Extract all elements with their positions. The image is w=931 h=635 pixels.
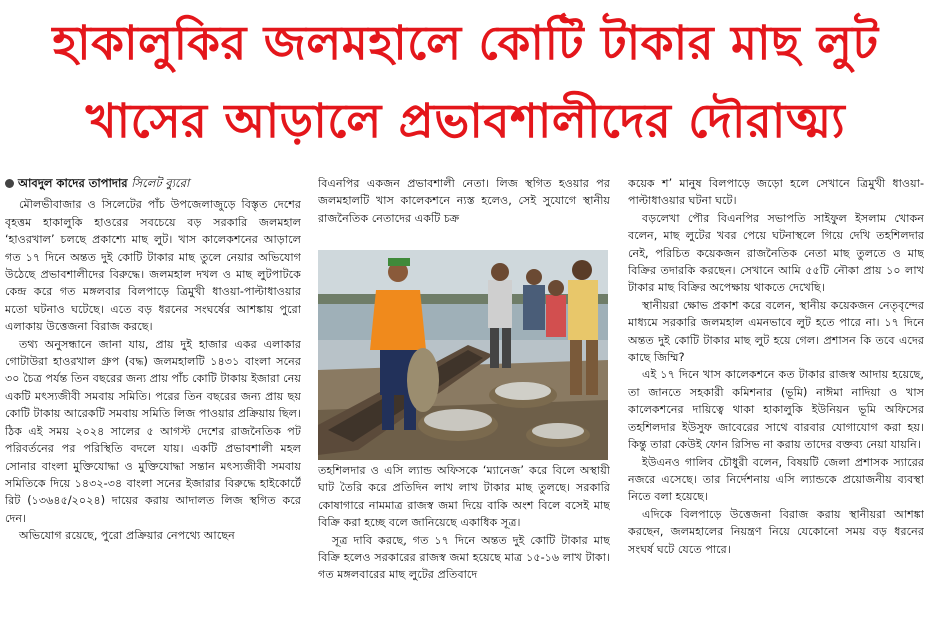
paragraph: অভিযোগ রয়েছে, পুরো প্রক্রিয়ার নেপথ্যে আছেন: [19, 529, 235, 543]
paragraph: এদিকে বিলপাড়ে উত্তেজনা বিরাজ করায় স্থানীয়রা আশঙ্কা করছেন, জলমহালের নিয়ন্ত্রণ নিয়ে যেকোনো সময় বড় ধরনের সংঘর্ষ ঘটে যেতে পারে।: [628, 507, 924, 556]
news-photo: [318, 250, 608, 460]
paragraph: স্থানীয়রা ক্ষোভ প্রকাশ করে বলেন, স্থানীয় কয়েকজন নেতৃবৃন্দের মাধ্যমে সরকারি জলমহাল এমনভাবে লুট হতে পারে না। ১৭ দিনে অন্তত দুই কোটি টাকার মাছ লুট হয়ে গেল। প্রশাসন কি তবে এদের কাছে জিম্মি?: [628, 298, 924, 365]
byline: [5, 175, 301, 192]
article-column-2-top: [318, 175, 610, 247]
bullet-icon: [5, 179, 14, 188]
fish-catch-photo: [318, 250, 608, 460]
paragraph: ইউএনও গালিব চৌধুরী বলেন, বিষয়টি জেলা প্রশাসক স্যারের নজরে এসেছে। তার নির্দেশনায় এসি ল্যান্ডকে প্রয়োজনীয় ব্যবস্থা নিতে বলা হয়েছে।: [628, 455, 924, 504]
paragraph: মৌলভীবাজার ও সিলেটের পাঁচ উপজেলাজুড়ে বিস্তৃত দেশের বৃহত্তম হাকালুকি হাওরের সবচেয়ে বড় সরকারি জলমহাল ‘হাওরখাল’ চলছে প্রকাশ্যে মাছ লুট। খাস কালেকশনের আড়ালে গত ১৭ দিনে অন্তত দুই কোটি টাকার মাছ তুলে নেয়ার অভিযোগ উঠেছে প্রভাবশালীদের বিরুদ্ধে। জলমহাল দখল ও মাছ লুটপাটকে কেন্দ্র করে গত মঙ্গলবার বিলপাড়ে ত্রিমুখী ধাওয়া-পাল্টাধাওয়ার মতো ঘটনাও ঘটেছে। এতে বড় ধরনের সংঘর্ষের আশঙ্কায় পুরো এলাকায় উত্তেজনা বিরাজ করছে।: [5, 198, 301, 334]
paragraph: বড়লেখা পৌর বিএনপির সভাপতি সাইফুল ইসলাম খোকন বলেন, মাছ লুটের খবর পেয়ে ঘটনাস্থলে গিয়ে দেখি তহশিলদার নেই, পরিচিত কয়েকজন রাজনৈতিক নেতা মাছ তুলতে ও মাছ বিক্রির তদারকি করছেন। সেখানে আমি ৫৫টি নৌকা প্রায় ১০ লাখ টাকার মাছ বিক্রির অপেক্ষায় থাকতে দেখেছি।: [628, 211, 924, 295]
byline-bureau: সিলেট ব্যুরো: [131, 176, 190, 190]
paragraph: তহশিলদার ও এসি ল্যান্ড অফিসকে ‘ম্যানেজ’ করে বিলে অস্থায়ী ঘাট তৈরি করে প্রতিদিন লাখ লাখ টাকার মাছ তুলছে। সরকারি কোষাগারে নামমাত্র রাজস্ব জমা দিয়ে বাকি অংশ বিলে বসেই মাছ বিক্রি করা হচ্ছে বলে জানিয়েছে একাধিক সূত্র।: [318, 464, 610, 530]
article-column-2-bottom: [318, 462, 610, 635]
paragraph: তথ্য অনুসন্ধানে জানা যায়, প্রায় দুই হাজার একর এলাকার গোটাউরা হাওরখাল গ্রুপ (বদ্ধ) জলমহালটি ১৪৩১ বাংলা সনের ৩০ চৈত্র পর্যন্ত তিন বছরের জন্য প্রায় পাঁচ কোটি টাকায় ইজারা নেয় একটি মৎস্যজীবী সমবায় সমিতি। পরের তিন বছরের জন্য প্রায় ছয় কোটি টাকায় আরেকটি সমবায় সমিতি লিজ পাওয়ার প্রক্রিয়ায় ছিল। ঠিক এই সময় ২০২৪ সালের ৫ আগস্ট দেশের রাজনৈতিক পট পরিবর্তনের পর পরিস্থিতি বদলে যায়। একটি প্রভাবশালী মহল সোনার বাংলা মুক্তিযোদ্ধা ও মুক্তিযোদ্ধা সন্তান মৎস্যজীবী সমবায় সমিতিকে দিয়ে ১৪৩২-৩৪ বাংলা সনের ইজারার বিরুদ্ধে হাইকোর্টে রিট (১৩৬৪৫/২০২৪) দায়ের করায় আদালত লিজ স্থগিত করে দেন।: [5, 337, 301, 525]
paragraph: এই ১৭ দিনে খাস কালেকশনে কত টাকার রাজস্ব আদায় হয়েছে, তা জানতে সহকারী কমিশনার (ভূমি) নাঈমা নাদিয়া ও খাস কালেকশনের দায়িত্বে থাকা হাকালুকি ইউনিয়ন ভূমি অফিসের তহশিলদার ইউসুফ জাবেরের সাথে বারবার যোগাযোগ করা হয়। কিন্তু তারা কেউই ফোন রিসিভ না করায় তাদের বক্তব্য নেয়া যায়নি।: [628, 368, 924, 452]
article-column-3: [628, 175, 924, 635]
headline-line-2: খাসের আড়ালে প্রভাবশালীদের দৌরাত্ম্য: [85, 94, 846, 149]
article-column-1: [5, 175, 301, 635]
paragraph: কয়েক শ’ মানুষ বিলপাড়ে জড়ো হলে সেখানে ত্রিমুখী ধাওয়া-পাল্টাধাওয়ার ঘটনা ঘটে।: [628, 177, 924, 208]
paragraph: সূত্র দাবি করছে, গত ১৭ দিনে অন্তত দুই কোটি টাকার মাছ বিক্রি হলেও সরকারের রাজস্ব জমা হয়েছে মাত্র ১৫-১৬ লাখ টাকা। গত মঙ্গলবারের মাছ লুটের প্রতিবাদে: [318, 533, 610, 582]
headline: [0, 0, 931, 170]
headline-line-1: হাকালুকির জলমহালে কোটি টাকার মাছ লুট: [52, 16, 879, 71]
paragraph: বিএনপির একজন প্রভাবশালী নেতা। লিজ স্থগিত হওয়ার পর জলমহালটি খাস কালেকশনে ন্যস্ত হলেও, সেই সুযোগে স্থানীয় রাজনৈতিক নেতাদের একটি চক্র: [318, 177, 610, 225]
byline-author: আবদুল কাদের তাপাদার: [18, 176, 128, 190]
